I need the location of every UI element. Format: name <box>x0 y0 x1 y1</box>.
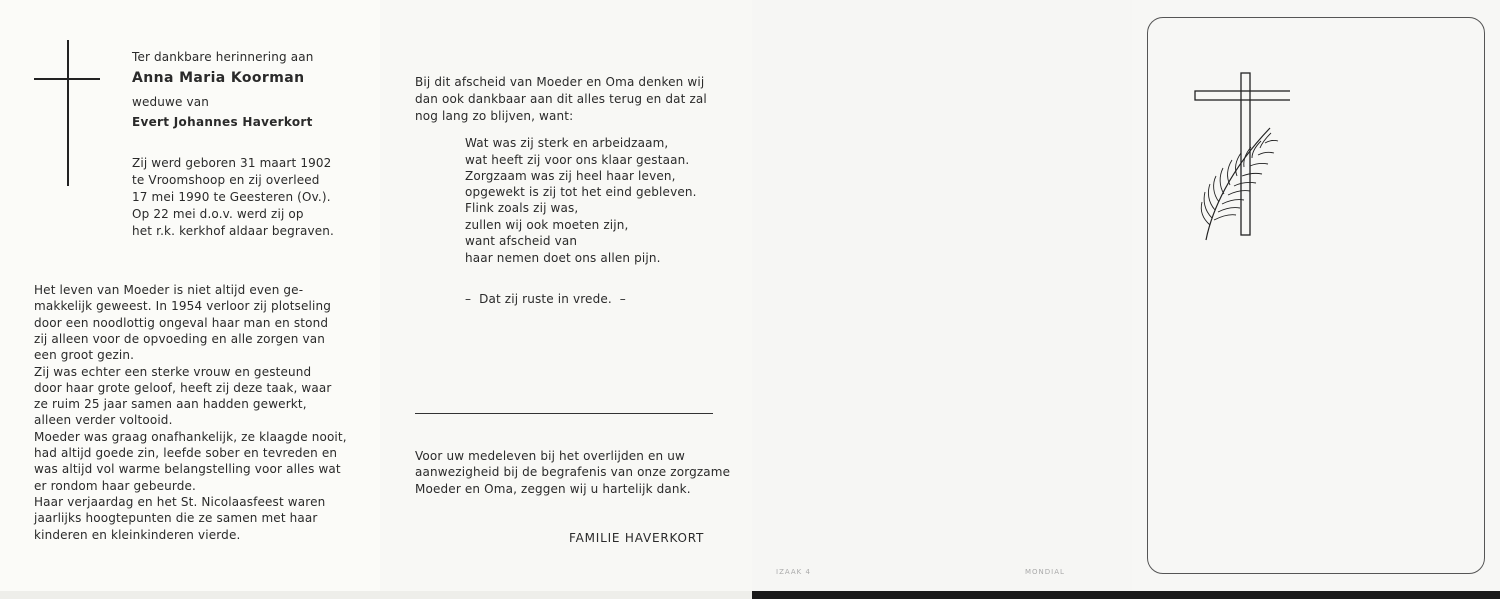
intro-line: Bij dit afscheid van Moeder en Oma denken wij <box>415 75 705 89</box>
thanks-line: aanwezigheid bij de begrafenis van onze zorgzame <box>415 465 731 479</box>
latin-cross-icon <box>67 40 69 186</box>
life-line: Moeder was graag onafhankelijk, ze klaagde nooit, <box>34 429 347 444</box>
scan-edge <box>0 591 752 599</box>
life-line: jaarlijks hoogtepunten die ze samen met haar <box>34 511 318 526</box>
birth-line: Zij werd geboren 31 maart 1902 <box>132 156 332 170</box>
life-line: zij alleen voor de opvoeding en alle zorgen van <box>34 331 326 346</box>
dedication-line: Ter dankbare herinnering aan <box>132 50 314 64</box>
intro-line: nog lang zo blijven, want: <box>415 109 574 123</box>
life-line: door haar grote geloof, heeft zij deze taak, waar <box>34 380 332 395</box>
panel-front-left <box>0 0 380 591</box>
life-line: Zij was echter een sterke vrouw en gesteund <box>34 364 312 379</box>
life-line: was altijd vol warme belangstelling voor alles wat <box>34 462 341 477</box>
printer-mark-left: IZAAK 4 <box>776 568 811 576</box>
thanks-line: Moeder en Oma, zeggen wij u hartelijk dank. <box>415 482 691 496</box>
panel-back-inside <box>752 0 1132 591</box>
life-line: kinderen en kleinkinderen vierde. <box>34 527 241 542</box>
poem-line: wat heeft zij voor ons klaar gestaan. <box>465 153 690 167</box>
life-line: een groot gezin. <box>34 348 135 363</box>
life-line: door een noodlottig ongeval haar man en stond <box>34 315 329 330</box>
deceased-name: Anna Maria Koorman <box>132 70 305 86</box>
family-signature: FAMILIE HAVERKORT <box>569 531 705 545</box>
poem-line: Wat was zij sterk en arbeidzaam, <box>465 136 669 150</box>
thanks-line: Voor uw medeleven bij het overlijden en uw <box>415 449 685 463</box>
life-line: alleen verder voltooid. <box>34 413 173 428</box>
birth-line: het r.k. kerkhof aldaar begraven. <box>132 224 335 238</box>
life-line: ze ruim 25 jaar samen aan hadden gewerkt, <box>34 397 307 412</box>
latin-cross-icon-bar <box>34 78 100 80</box>
life-line: makkelijk geweest. In 1954 verloor zij plotseling <box>34 299 331 314</box>
poem-line: Zorgzaam was zij heel haar leven, <box>465 169 676 183</box>
poem-line: zullen wij ook moeten zijn, <box>465 218 629 232</box>
cross-with-palm-branch-icon <box>1190 70 1290 245</box>
life-line: Het leven van Moeder is niet altijd even ge- <box>34 283 304 297</box>
poem-line: opgewekt is zij tot het eind gebleven. <box>465 185 697 199</box>
poem-line: want afscheid van <box>465 234 578 248</box>
life-line: Haar verjaardag en het St. Nicolaasfeest waren <box>34 494 326 509</box>
printer-mark-right: MONDIAL <box>1025 568 1065 576</box>
life-line: had altijd goede zin, leefde sober en tevreden en <box>34 446 338 460</box>
rest-in-peace: – Dat zij ruste in vrede. – <box>465 292 626 306</box>
life-line: er rondom haar gebeurde. <box>34 478 197 493</box>
birth-line: 17 mei 1990 te Geesteren (Ov.). <box>132 190 331 204</box>
widow-of-line: weduwe van <box>132 95 209 109</box>
birth-line: Op 22 mei d.o.v. werd zij op <box>132 207 304 221</box>
poem-line: haar nemen doet ons allen pijn. <box>465 251 661 265</box>
divider-rule <box>415 413 713 414</box>
birth-line: te Vroomshoop en zij overleed <box>132 173 320 187</box>
spouse-name: Evert Johannes Haverkort <box>132 115 313 129</box>
poem-line: Flink zoals zij was, <box>465 201 579 215</box>
intro-line: dan ook dankbaar aan dit alles terug en dat zal <box>415 92 707 106</box>
